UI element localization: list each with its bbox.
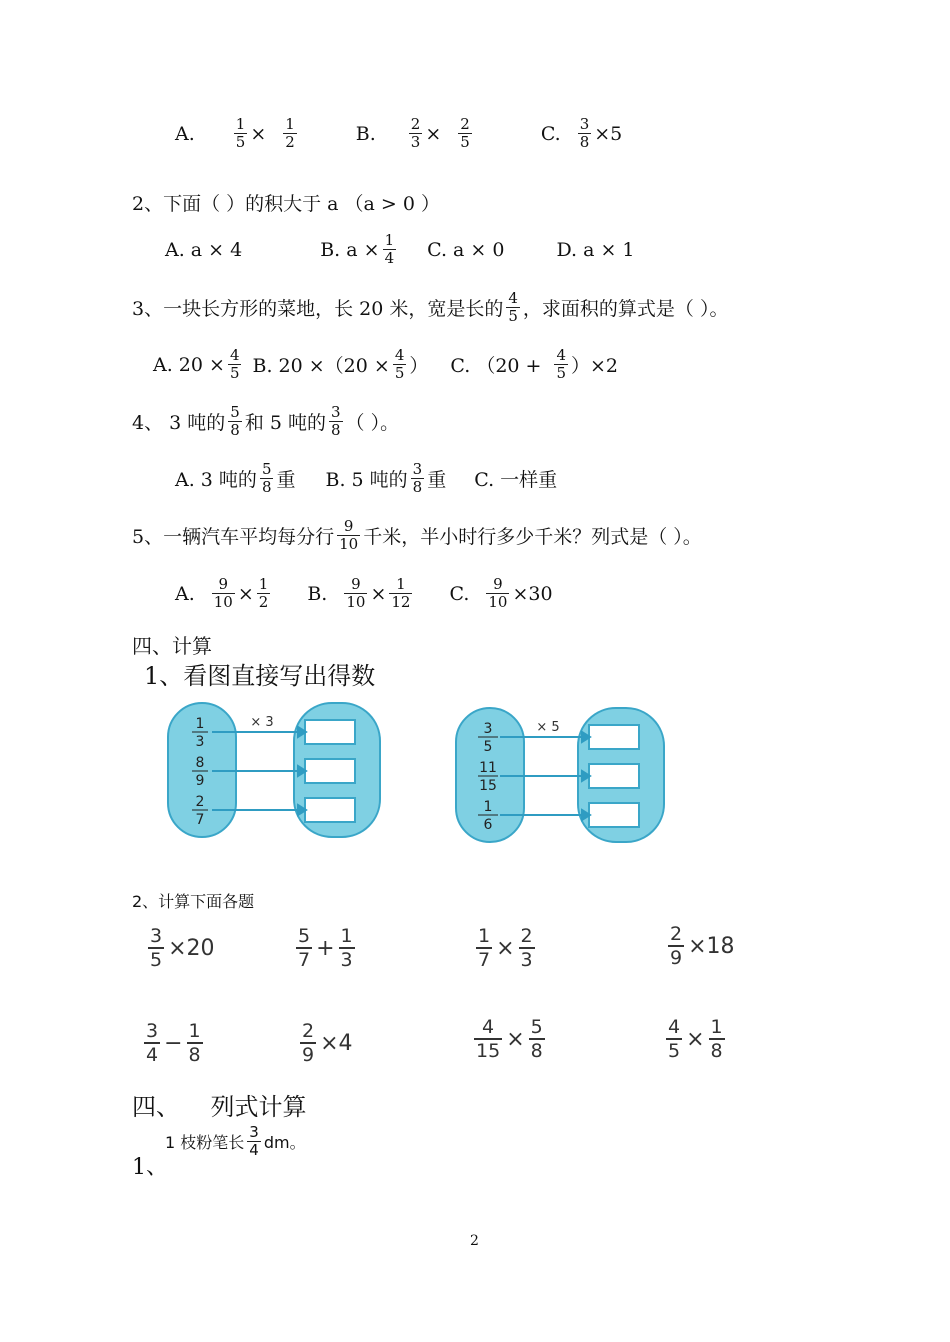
q4-option-b-post: 重 [427, 469, 447, 491]
calc-problem [472, 925, 539, 971]
mapping-diagram-1 [160, 695, 390, 845]
calc-problem [144, 925, 215, 971]
q2-option-c: C. a × 0 [427, 238, 505, 261]
input-numerator: 3 [483, 721, 493, 737]
section4-title: 四、计算 [132, 634, 212, 658]
calc-op: × [506, 1026, 525, 1052]
calc-problem [140, 1020, 207, 1066]
calc-frac: $\frac{2}{9}$ [670, 923, 683, 969]
q3-option-c-post: ）×2 [571, 355, 619, 377]
q3-text-pre: 3、一块长方形的菜地，长 20 米，宽是长的 [132, 298, 504, 320]
calc-frac: $\frac{4}{5}$ [668, 1016, 681, 1062]
calc-frac: $\frac{1}{3}$ [340, 925, 353, 971]
q4-frac1: $\frac{5}{8}$ [230, 403, 240, 439]
calc-op: + [316, 935, 335, 961]
q4-a-frac: $\frac{5}{8}$ [261, 460, 272, 496]
calc-op: × [496, 935, 515, 961]
answer-box[interactable] [589, 764, 639, 788]
q4-b-frac: $\frac{3}{8}$ [412, 460, 423, 496]
q5-a-frac1: $\frac{9}{10}$ [213, 575, 233, 611]
q5-c-tail: ×30 [512, 582, 553, 605]
calc-frac: $\frac{1}{7}$ [478, 925, 491, 971]
answer-box[interactable] [305, 798, 355, 822]
input-denominator: 3 [195, 734, 205, 750]
calc-op: × [168, 935, 187, 961]
q4-option-b: B. 5 吨的 [325, 469, 408, 491]
q4-text-mid: 和 5 吨的 [244, 412, 326, 434]
input-denominator: 7 [195, 812, 205, 828]
input-denominator: 15 [479, 778, 497, 794]
q3-option-b: B. 20 ×（20 × [252, 355, 390, 377]
input-numerator: 2 [195, 794, 205, 810]
calc-tail: 4 [338, 1030, 353, 1056]
section4-sub1: 1、看图直接写出得数 [144, 662, 376, 690]
q5-options [175, 576, 553, 611]
section5-item1 [165, 1124, 306, 1159]
q5-b-op: × [370, 582, 387, 605]
q5-b-frac1: $\frac{9}{10}$ [346, 575, 366, 611]
answer-box[interactable] [305, 759, 355, 783]
q4-option-a: A. 3 吨的 [175, 469, 257, 491]
q1-option-b-label: B. [355, 122, 376, 145]
calc-problem [662, 1016, 729, 1062]
calc-problem [292, 925, 359, 971]
q5-text-post: 千米，半小时行多少千米？列式是（ ）。 [363, 526, 702, 548]
input-numerator: 1 [195, 716, 205, 732]
calc-frac: $\frac{4}{15}$ [476, 1016, 501, 1062]
q5-question [132, 518, 702, 553]
calc-frac: $\frac{2}{3}$ [520, 925, 533, 971]
q5-frac: $\frac{9}{10}$ [339, 517, 359, 553]
q5-a-op: × [237, 582, 254, 605]
q1-option-c-label: C. [540, 122, 561, 145]
q3-text-post: ，求面积的算式是（ ）。 [522, 298, 729, 320]
q3-c-frac: $\frac{4}{5}$ [556, 346, 566, 382]
calc-frac: $\frac{3}{5}$ [150, 925, 163, 971]
calc-frac: $\frac{1}{8}$ [710, 1016, 723, 1062]
section5-title: 四、 列式计算 [132, 1093, 307, 1121]
item1-text-post: dm。 [263, 1133, 306, 1152]
q4-frac2: $\frac{3}{8}$ [330, 403, 341, 439]
section4-sub2: 2、计算下面各题 [132, 892, 255, 911]
calc-frac: $\frac{1}{8}$ [188, 1020, 201, 1066]
q1-b-op: × [425, 122, 442, 145]
q4-text-pre: 4、 3 吨的 [132, 412, 226, 434]
q5-c-frac1: $\frac{9}{10}$ [488, 575, 508, 611]
input-numerator: 8 [195, 755, 205, 771]
q3-options [153, 347, 618, 382]
calc-frac: $\frac{5}{7}$ [298, 925, 311, 971]
input-denominator: 5 [483, 739, 493, 755]
calc-frac: $\frac{2}{9}$ [302, 1020, 315, 1066]
q4-option-a-post: 重 [276, 469, 296, 491]
q1-b-frac1: $\frac{2}{3}$ [410, 115, 421, 151]
mapping-diagram-2 [448, 700, 678, 850]
answer-box[interactable] [589, 725, 639, 749]
q5-option-a-label: A. [175, 582, 195, 605]
section5-item1-number: 1、 [132, 1155, 168, 1180]
item1-frac: $\frac{3}{4}$ [249, 1123, 259, 1159]
q4-options [175, 461, 557, 496]
answer-box[interactable] [589, 803, 639, 827]
q3-b-frac: $\frac{4}{5}$ [394, 346, 405, 382]
q1-option-a-label: A. [175, 122, 195, 145]
operation-label: × 5 [536, 720, 560, 735]
q3-question [132, 290, 728, 325]
q2-option-b: B. a × [320, 238, 380, 261]
q5-option-b-label: B. [307, 582, 328, 605]
calc-frac: $\frac{3}{4}$ [146, 1020, 159, 1066]
q3-option-a: A. 20 × [153, 353, 225, 376]
q5-option-c-label: C. [449, 582, 470, 605]
q2-b-frac: $\frac{1}{4}$ [384, 231, 395, 267]
input-numerator: 11 [479, 760, 497, 776]
q5-a-frac2: $\frac{1}{2}$ [258, 575, 269, 611]
input-numerator: 1 [483, 799, 493, 815]
calc-op: × [686, 1026, 705, 1052]
q3-a-frac: $\frac{4}{5}$ [229, 346, 240, 382]
q3-frac: $\frac{4}{5}$ [508, 289, 518, 325]
q2-question: 2、下面（ ）的积大于 a （a > 0 ） [132, 193, 440, 215]
input-denominator: 6 [483, 817, 493, 833]
q3-option-c: C. （20 + [450, 355, 542, 377]
q2-option-d: D. a × 1 [556, 238, 635, 261]
operation-label: × 3 [250, 715, 274, 730]
calc-op: − [164, 1030, 183, 1056]
q2-options [165, 232, 635, 267]
q1-c-tail: ×5 [594, 122, 623, 145]
calc-problem [664, 923, 735, 969]
calc-frac: $\frac{5}{8}$ [530, 1016, 543, 1062]
q4-text-post: （ ）。 [345, 412, 400, 434]
q5-b-frac2: $\frac{1}{12}$ [391, 575, 411, 611]
calc-op: × [688, 933, 707, 959]
q2-option-a: A. a × 4 [165, 238, 243, 261]
calc-tail: 18 [706, 933, 735, 959]
item1-text-pre: 1 枝粉笔长 [165, 1133, 245, 1152]
q1-a-op: × [250, 122, 267, 145]
q1-options [175, 116, 622, 151]
q4-option-c: C. 一样重 [474, 469, 558, 491]
q5-text-pre: 5、一辆汽车平均每分行 [132, 526, 335, 548]
calc-op: × [320, 1030, 339, 1056]
calc-problem [470, 1016, 549, 1062]
input-denominator: 9 [195, 773, 205, 789]
q3-option-b-post: ） [409, 355, 429, 377]
q1-b-frac2: $\frac{2}{5}$ [460, 115, 470, 151]
q1-a-frac2: $\frac{1}{2}$ [285, 115, 295, 151]
page-number: 2 [470, 1233, 479, 1249]
q1-a-frac1: $\frac{1}{5}$ [235, 115, 246, 151]
q1-c-frac1: $\frac{3}{8}$ [579, 115, 590, 151]
calc-tail: 20 [186, 935, 215, 961]
answer-box[interactable] [305, 720, 355, 744]
q4-question [132, 404, 399, 439]
calc-problem [296, 1020, 353, 1066]
